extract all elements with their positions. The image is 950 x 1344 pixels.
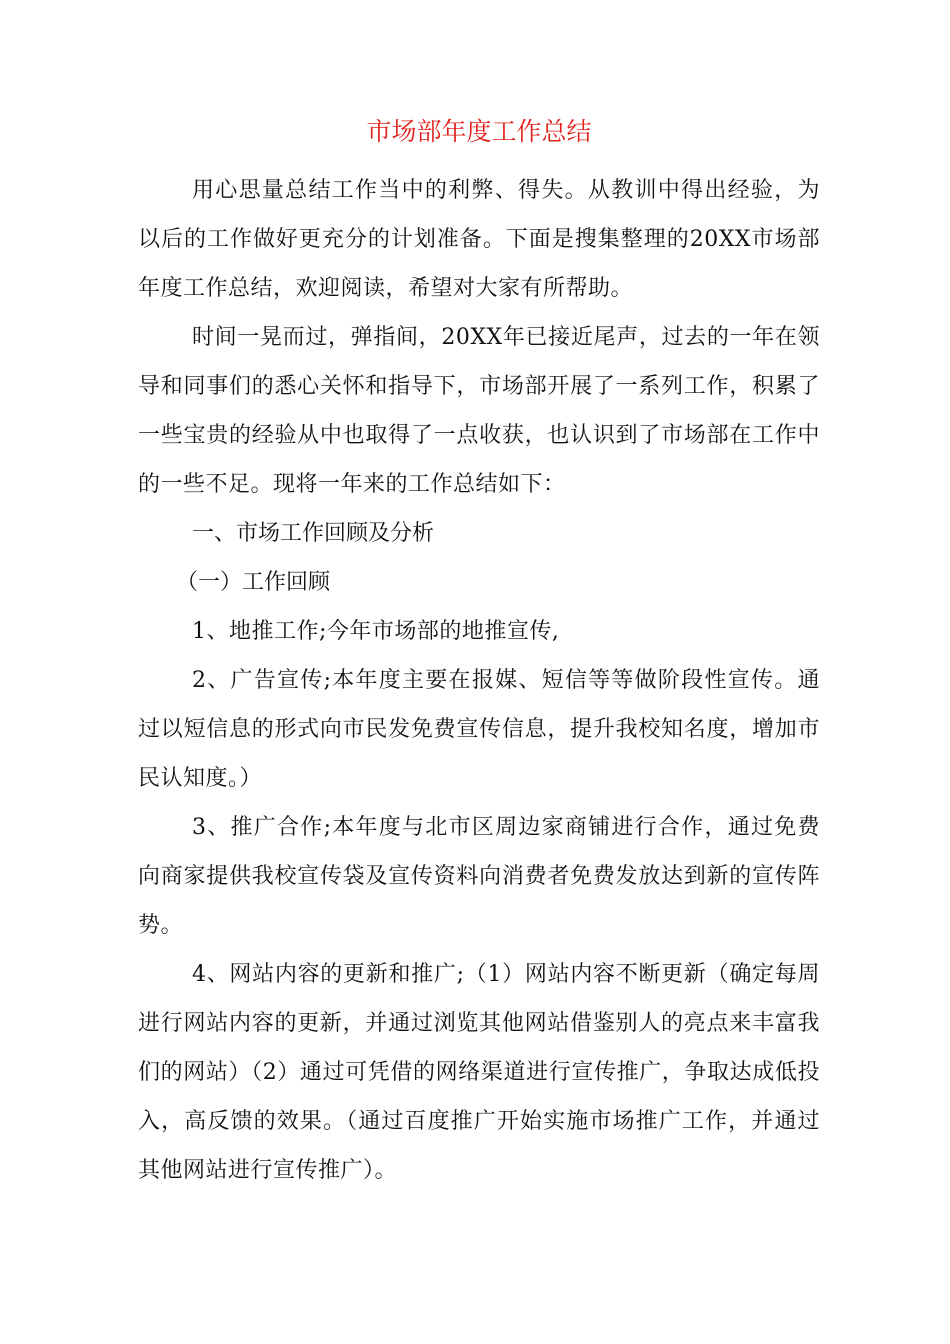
intro-paragraph: 用心思量总结工作当中的利弊、得失。从教训中得出经验，为以后的工作做好更充分的计划准备。下面是搜集整理的20XX市场部年度工作总结，欢迎阅读，希望对大家有所帮助。 — [138, 178, 820, 301]
subsection-heading: （一）工作回顾 — [176, 570, 331, 595]
list-item-website: 4、网站内容的更新和推广;（1）网站内容不断更新（确定每周进行网站内容的更新，并通过浏览其他网站借鉴别人的亮点来丰富我们的网站）（2）通过可凭借的网络渠道进行宣传推广，争取达成低投入，高反馈的效果。（通过百度推广开始实施市场推广工作，并通过其他网站进行宣传推广）。 — [138, 962, 820, 1183]
document-page — [138, 112, 820, 1195]
list-item-advertising: 2、广告宣传;本年度主要在报媒、短信等等做阶段性宣传。通过以短信息的形式向市民发免费宣传信息，提升我校知名度，增加市民认知度。） — [138, 668, 820, 791]
list-item-partnership: 3、推广合作;本年度与北市区周边家商铺进行合作，通过免费向商家提供我校宣传袋及宣传资料向消费者免费发放达到新的宣传阵势。 — [138, 815, 820, 938]
document-title: 市场部年度工作总结 — [366, 117, 592, 146]
section-heading: 一、市场工作回顾及分析 — [192, 521, 435, 546]
list-item-ground-promotion: 1、地推工作;今年市场部的地推宣传, — [192, 619, 560, 644]
summary-paragraph: 时间一晃而过，弹指间，20XX年已接近尾声，过去的一年在领导和同事们的悉心关怀和指导下，市场部开展了一系列工作，积累了一些宝贵的经验从中也取得了一点收获，也认识到了市场部在工作中的一些不足。现将一年来的工作总结如下： — [138, 325, 820, 497]
